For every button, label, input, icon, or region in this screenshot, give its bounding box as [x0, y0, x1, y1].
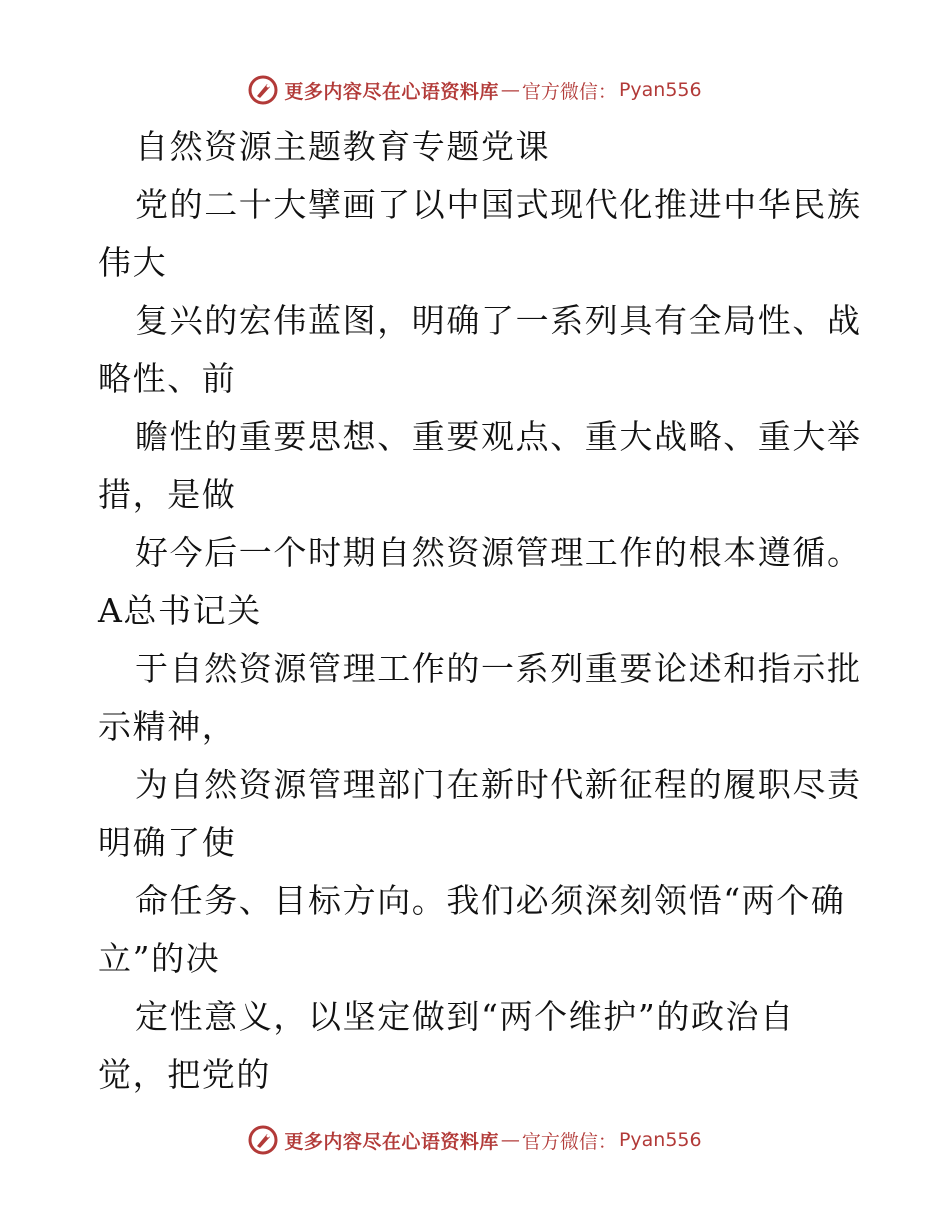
text-line: 定性意义，以坚定做到“两个维护”的政治自 [135, 997, 795, 1036]
text-line: 党的二十大擘画了以中国式现代化推进中华民族 [135, 185, 862, 224]
text-line: 复兴的宏伟蓝图，明确了一系列具有全局性、战 [135, 301, 862, 340]
document-body [98, 118, 862, 1104]
banner-label: 官方微信： [521, 80, 617, 103]
text-line: 措，是做 [98, 475, 237, 514]
banner-separator: — [500, 1129, 520, 1151]
banner-account-id: Pyan556 [618, 1129, 702, 1151]
text-line: 略性、前 [98, 359, 237, 398]
text-line: 命任务、目标方向。我们必须深刻领悟“两个确 [135, 881, 846, 920]
banner-label: 官方微信： [521, 1130, 617, 1153]
text-line: 明确了使 [98, 823, 237, 862]
banner-account-id: Pyan556 [618, 79, 702, 101]
text-line: 伟大 [98, 243, 168, 282]
text-line: 觉，把党的 [98, 1055, 271, 1094]
text-line: 立”的决 [98, 939, 221, 978]
footer-watermark-banner [0, 1120, 950, 1160]
document-title: 自然资源主题教育专题党课 [135, 127, 551, 166]
text-line: 瞻性的重要思想、重要观点、重大战略、重大举 [135, 417, 862, 456]
text-line: A总书记关 [98, 591, 262, 630]
text-line: 示精神， [98, 707, 237, 746]
pen-nib-logo-icon [248, 1125, 278, 1155]
banner-separator: — [500, 79, 520, 101]
header-watermark-banner [0, 70, 950, 110]
pen-nib-logo-icon [248, 75, 278, 105]
banner-brand-text: 更多内容尽在心语资料库 [284, 1130, 499, 1153]
text-line: 好今后一个时期自然资源管理工作的根本遵循。 [135, 533, 862, 572]
text-line: 于自然资源管理工作的一系列重要论述和指示批 [135, 649, 862, 688]
text-line: 为自然资源管理部门在新时代新征程的履职尽责 [135, 765, 862, 804]
banner-brand-text: 更多内容尽在心语资料库 [284, 80, 499, 103]
